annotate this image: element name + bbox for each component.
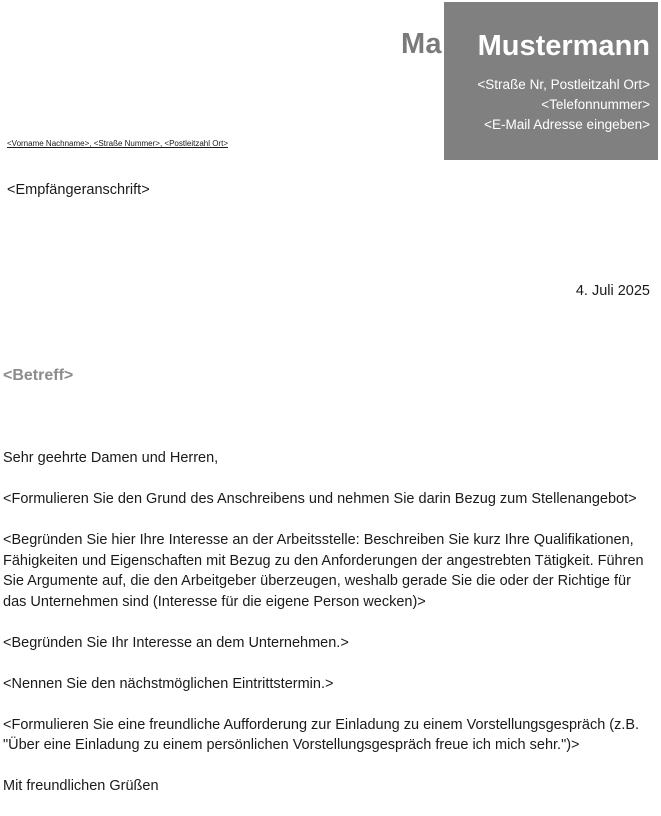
paragraph-start-date: <Nennen Sie den nächstmöglichen Eintrittstermin.> bbox=[3, 675, 334, 692]
header-email: <E-Mail Adresse eingeben> bbox=[484, 117, 650, 132]
paragraph-interest-position: <Begründen Sie hier Ihre Interesse an der Arbeitsstelle: Beschreiben Sie kurz Ihre Qualifikationen, Fähigkeiten und Eigenschaften mit Bezug zu den Anforderungen der angestrebten Tätigkeit. Führen Sie Argumente auf, die den Arbeitgeber überzeugen, weshalb gerade Sie die oder der Richtige für das Unternehmen sind (Interesse für die eigene Person wecken)> bbox=[3, 532, 644, 610]
header-address: <Straße Nr, Postleitzahl Ort> bbox=[477, 77, 650, 92]
header-name: Mustermann bbox=[477, 30, 650, 62]
sender-line: <Vorname Nachname>, <Straße Nummer>, <Postleitzahl Ort> bbox=[7, 139, 228, 148]
paragraph-invitation: <Formulieren Sie eine freundliche Aufforderung zur Einladung zu einem Vorstellungsgespräch (z.B. "Über eine Einladung zu einem persönlichen Vorstellungsgespräch freue ich mich sehr.")> bbox=[3, 716, 640, 753]
name-first-partial: Ma bbox=[401, 28, 442, 60]
paragraph-reason: <Formulieren Sie den Grund des Anschreibens und nehmen Sie darin Bezug zum Stellenangebot> bbox=[3, 491, 637, 507]
recipient-address: <Empfängeranschrift> bbox=[7, 182, 150, 198]
letter-subject: <Betreff> bbox=[3, 367, 74, 384]
header-contact bbox=[444, 75, 650, 135]
paragraph-interest-company: <Begründen Sie Ihr Interesse an dem Unternehmen.> bbox=[3, 634, 349, 651]
header-phone: <Telefonnummer> bbox=[541, 97, 650, 112]
salutation: Sehr geehrte Damen und Herren, bbox=[3, 450, 219, 466]
letter-date: 4. Juli 2025 bbox=[575, 283, 650, 299]
header-box bbox=[444, 2, 658, 160]
closing: Mit freundlichen Grüßen bbox=[3, 778, 159, 794]
letter-body bbox=[3, 448, 653, 816]
